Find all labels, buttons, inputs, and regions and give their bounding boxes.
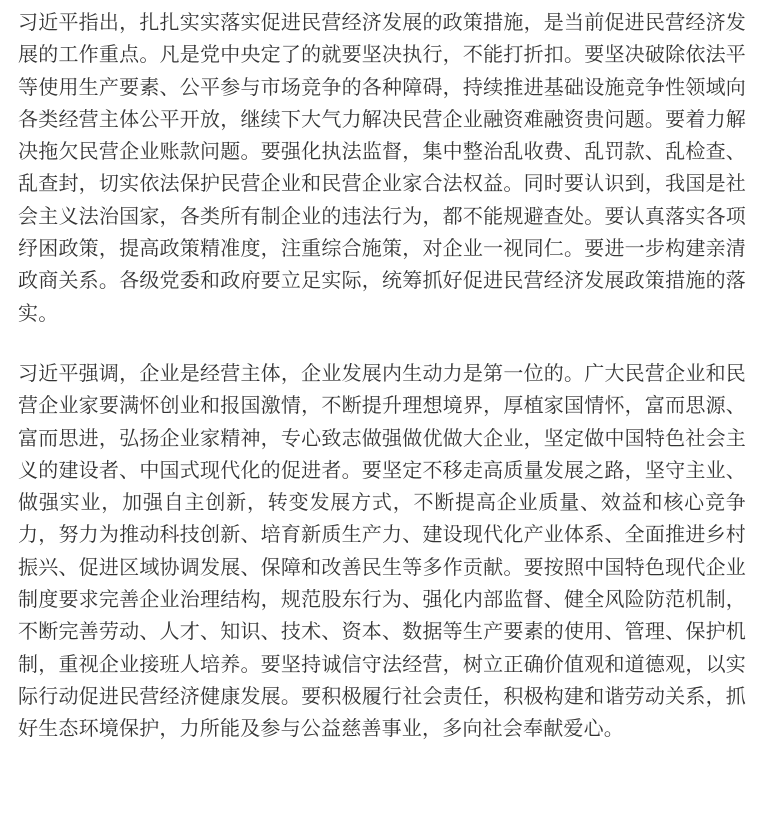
article-paragraph-1: 习近平指出，扎扎实实落实促进民营经济发展的政策措施，是当前促进民营经济发展的工作重点。凡是党中央定了的就要坚决执行，不能打折扣。要坚决破除依法平等使用生产要素、公平参与市场竞争的各种障碍，持续推进基础设施竞争性领域向各类经营主体公平开放，继续下大气力解决民营企业融资难融资贵问题。要着力解决拖欠民营企业账款问题。要强化执法监督，集中整治乱收费、乱罚款、乱检查、乱查封，切实依法保护民营企业和民营企业家合法权益。同时要认识到，我国是社会主义法治国家，各类所有制企业的违法行为，都不能规避查处。要认真落实各项纾困政策，提高政策精准度，注重综合施策，对企业一视同仁。要进一步构建亲清政商关系。各级党委和政府要立足实际，统筹抓好促进民营经济发展政策措施的落实。 <box>18 10 746 325</box>
article-paragraph-2: 习近平强调，企业是经营主体，企业发展内生动力是第一位的。广大民营企业和民营企业家要满怀创业和报国激情，不断提升理想境界，厚植家国情怀，富而思源、富而思进，弘扬企业家精神，专心致志做强做优做大企业，坚定做中国特色社会主义的建设者、中国式现代化的促进者。要坚定不移走高质量发展之路，坚守主业、做强实业，加强自主创新，转变发展方式，不断提高企业质量、效益和核心竞争力，努力为推动科技创新、培育新质生产力、建设现代化产业体系、全面推进乡村振兴、促进区域协调发展、保障和改善民生等多作贡献。要按照中国特色现代企业制度要求完善企业治理结构，规范股东行为、强化内部监督、健全风险防范机制，不断完善劳动、人才、知识、技术、资本、数据等生产要素的使用、管理、保护机制，重视企业接班人培养。要坚持诚信守法经营，树立正确价值观和道德观，以实际行动促进民营经济健康发展。要积极履行社会责任，积极构建和谐劳动关系，抓好生态环境保护，力所能及参与公益慈善事业，多向社会奉献爱心。 <box>18 360 746 741</box>
article-body <box>18 6 746 745</box>
